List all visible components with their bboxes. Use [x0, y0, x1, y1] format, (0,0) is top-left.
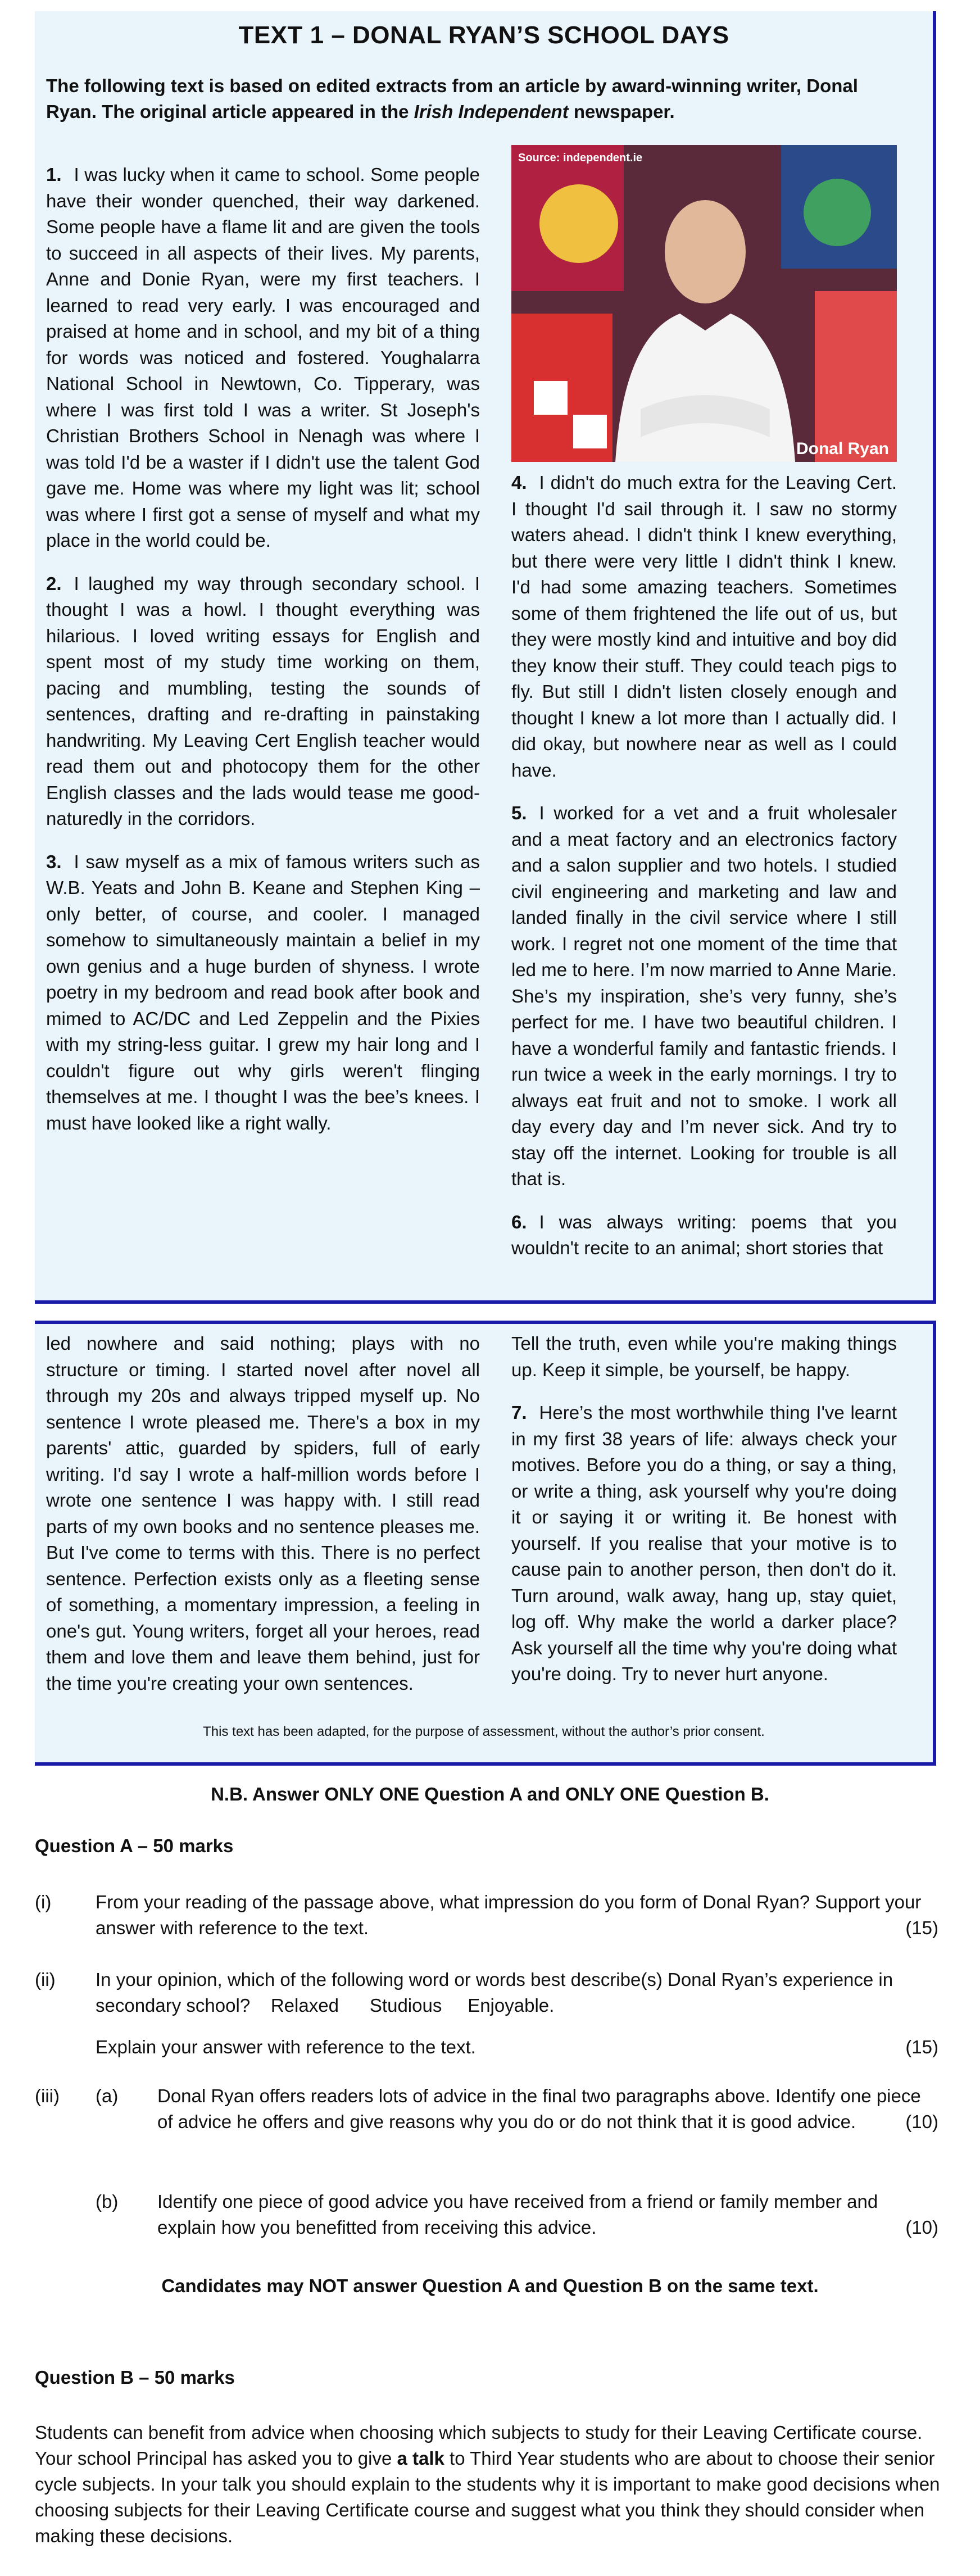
- author-photo-image: [511, 145, 897, 462]
- paragraph-text: I saw myself as a mix of famous writers such as W.B. Yeats and John B. Keane and Stephen King – only better, of course, and cooler. I managed somehow to simultaneously maintain a belief in my own genius and a huge burden of shyness. I wrote poetry in my bedroom and read book after book and mimed to AC/DC and Led Zeppelin and the Pixies with my string-less guitar. I grew my hair long and I couldn't figure out why girls weren't flinging themselves at me. I thought I was the bee’s knees. I must have looked like a right wally.: [46, 851, 480, 1133]
- paragraph-text: I laughed my way through secondary school. I thought I was a howl. I thought everything was hilarious. I loved writing essays for English and spent most of my study time working on them, pacing and mumbling, testing the sounds of sentences, drafting and re-drafting in painstaking handwriting. My Leaving Cert English teacher would read them out and photocopy them for the other English classes and the lads would tease me good-naturedly in the corridors.: [46, 573, 480, 829]
- question-b-task: a talk: [397, 2448, 444, 2469]
- candidates-warning: Candidates may NOT answer Question A and Question B on the same text.: [161, 2275, 819, 2296]
- sub-question-label: (a): [96, 2085, 119, 2106]
- question-text-2: [96, 2034, 938, 2060]
- paragraph-2: [46, 571, 480, 832]
- right-column-continued: [511, 1331, 897, 1704]
- paragraph-3: [46, 849, 480, 1137]
- left-column-continued: [46, 1331, 480, 1713]
- paragraph-5: [511, 800, 897, 1192]
- question-marks: (10): [905, 2111, 938, 2132]
- text-box-page-1: [35, 11, 936, 1304]
- right-column: [511, 470, 897, 1278]
- intro-part: The following text is based on edited extracts from an article by award-winning writer, Donal Ryan. The original article appeared in the: [46, 75, 858, 122]
- sub-question-label: (b): [96, 2191, 119, 2212]
- question-b-part: Students can benefit from advice when choosing which subjects to study for their Leaving Certificate course. Your school Principal has asked you to give: [35, 2422, 923, 2469]
- question-b-text: [35, 2420, 946, 2549]
- paragraph-number: 5.: [511, 802, 527, 823]
- question-marks: (15): [905, 1917, 938, 1938]
- paragraph-number: 7.: [511, 1402, 527, 1423]
- question-text: From your reading of the passage above, what impression do you form of Donal Ryan? Support your answer with reference to the text.: [96, 1892, 922, 1938]
- question-marks: (15): [905, 2037, 938, 2057]
- question-label: (i): [35, 1892, 52, 1912]
- intro-newspaper: Irish Independent: [414, 101, 569, 122]
- paragraph-4: [511, 470, 897, 783]
- question-text: Donal Ryan offers readers lots of advice in the final two paragraphs above. Identify one piece of advice he offers and give reasons why you do or do not think that it is good advice.: [157, 2085, 921, 2132]
- paragraph-7: [511, 1400, 897, 1688]
- paragraph-number: 4.: [511, 472, 527, 493]
- paragraph-1: [46, 162, 480, 554]
- author-photo: [511, 145, 897, 462]
- question-b-heading: Question B – 50 marks: [35, 2367, 235, 2388]
- paragraph-6-continued: led nowhere and said nothing; plays with no structure or timing. I started novel after novel all through my 20s and always tripped myself up. No sentence I wrote pleased me. There's a box in my parents' attic, guarded by spiders, full of early writing. I'd say I wrote a half-million words before I wrote one sentence I was happy with. I still read parts of my own books and no sentence pleases me. But I've come to terms with this. There is no perfect sentence. Perfection exists only as a fleeting sense of something, a momentary impression, a feeling in one's gut. Young writers, forget all your heroes, read them and love them and leave them behind, just for the time you're creating your own sentences.: [46, 1333, 480, 1694]
- adaptation-note: This text has been adapted, for the purpose of assessment, without the author’s prior consent.: [203, 1724, 765, 1739]
- photo-source: Source: independent.ie: [518, 152, 643, 164]
- question-a-i: [96, 1889, 938, 1941]
- question-label: (iii): [35, 2085, 60, 2106]
- intro-part: newspaper.: [568, 101, 675, 122]
- question-a-ii: [96, 1967, 938, 2060]
- paragraph-number: 6.: [511, 1211, 527, 1232]
- intro-text: [46, 73, 910, 125]
- paragraph-number: 3.: [46, 851, 62, 872]
- paragraph-6-start: [511, 1209, 897, 1262]
- paragraph-number: 1.: [46, 164, 62, 185]
- text-box-page-2: [35, 1321, 936, 1766]
- question-a-iii-b: [157, 2189, 938, 2241]
- paragraph-text: Here’s the most worthwhile thing I've learnt in my first 38 years of life: always check your motives. Before you do a thing, or say a thing, or write a thing, ask yourself why you're doing it or saying it or writing it. Be honest with yourself. If you realise that your motive is to cause pain to another person, then don't do it. Turn around, walk away, hang up, stay quiet, log off. Why make the world a darker place? Ask yourself all the time why you're doing what you're doing. Try to never hurt anyone.: [511, 1402, 897, 1684]
- text-title: TEXT 1 – DONAL RYAN’S SCHOOL DAYS: [238, 21, 729, 49]
- question-explain: Explain your answer with reference to the text.: [96, 2037, 476, 2057]
- paragraph-text: I was lucky when it came to school. Some people have their wonder quenched, their way darkened. Some people have a flame lit and are given the tools to succeed in all aspects of their lives. My parents, Anne and Donie Ryan, were my first teachers. I learned to read very early. I was encouraged and praised at home and in school, and my bit of a thing for words was noticed and fostered. Youghalarra National School in Newtown, Co. Tipperary, was where I was first told I was a writer. St Joseph's Christian Brothers School in Nenagh was where I was told I'd be a waster if I didn't use the talent God gave me. Home was where my light was lit; school was where I first got a sense of myself and what my place in the world could be.: [46, 164, 480, 551]
- question-a-iii-a: [157, 2083, 938, 2135]
- question-text: Identify one piece of good advice you have received from a friend or family member and explain how you benefitted from receiving this advice.: [157, 2191, 878, 2238]
- question-text: In your opinion, which of the following word or words best describe(s) Donal Ryan’s experience in secondary school? Relaxed Studious Enjoyable.: [96, 1969, 899, 2016]
- question-marks: (10): [905, 2217, 938, 2238]
- question-label: (ii): [35, 1969, 56, 1990]
- question-a-heading: Question A – 50 marks: [35, 1835, 234, 1856]
- nb-instruction: N.B. Answer ONLY ONE Question A and ONLY ONE Question B.: [211, 1784, 769, 1804]
- paragraph-text: I worked for a vet and a fruit wholesaler and a meat factory and an electronics factory and a salon supplier and two hotels. I studied civil engineering and marketing and law and landed finally in the civil service where I still work. I regret not one moment of the time that led me to here. I’m now married to Anne Marie. She’s my inspiration, she’s very funny, she’s perfect for me. I have two beautiful children. I have a wonderful family and fantastic friends. I run twice a week in the early mornings. I try to always eat fruit and not to smoke. I work all day every day and I’m never sick. And try to stay off the internet. Looking for trouble is all that is.: [511, 802, 897, 1189]
- paragraph-6-end: Tell the truth, even while you're making things up. Keep it simple, be yourself, be happy.: [511, 1333, 897, 1380]
- photo-caption: Donal Ryan: [796, 439, 889, 458]
- paragraph-number: 2.: [46, 573, 62, 594]
- question-b-part: to Third Year students who are about to choose their senior cycle subjects. In your talk you should explain to the students why it is important to make good decisions when choosing subjects for their Leaving Certificate course and suggest what you think they should consider when making these decisions.: [35, 2448, 940, 2546]
- left-column: [46, 162, 480, 1153]
- paragraph-text: I didn't do much extra for the Leaving Cert. I thought I'd sail through it. I saw no stormy waters ahead. I didn't think I knew everything, but there were very little I didn't think I knew. I'd had some amazing teachers. Sometimes some of them frightened the life out of us, but they were mostly kind and intuitive and boy did they know their stuff. They could teach pigs to fly. But still I didn't listen closely enough and thought I knew a lot more than I actually did. I did okay, but nowhere near as well as I could have.: [511, 472, 897, 781]
- paragraph-text: I was always writing: poems that you wouldn't recite to an animal; short stories that: [511, 1211, 897, 1258]
